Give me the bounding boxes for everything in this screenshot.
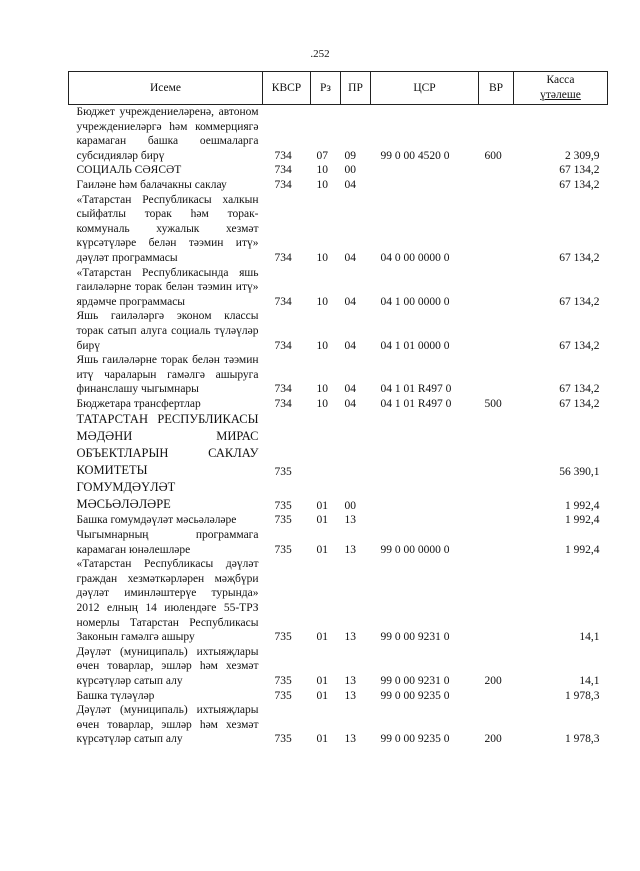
cell-pr xyxy=(341,411,371,479)
cell-kassa: 2 309,9 xyxy=(565,149,600,162)
cell-kassa: 1 992,4 xyxy=(565,499,600,512)
cell-vr xyxy=(479,528,514,557)
cell-vr xyxy=(479,557,514,645)
cell-pr: 13 xyxy=(344,543,356,556)
cell-kassa: 1 978,3 xyxy=(565,689,600,702)
cell-kassa: 67 134,2 xyxy=(559,397,600,410)
cell-kvsr: 735 xyxy=(274,543,292,556)
cell-kvsr: 734 xyxy=(274,251,292,264)
table-row xyxy=(69,689,608,704)
cell-name: Бюджет учреждениеләренә, автоном учреждениеләргә һәм коммерциягә карамаган башка оешмаларга субсидияләр бирү xyxy=(76,106,259,162)
cell-name: Бюджетара трансфертлар xyxy=(76,397,201,410)
cell-name: «Татарстан Республикасы дәүләт граждан хезмәткәрләрен мәҗбүри дәүләт иминләштерүе турында» 2012 елның 14 июлендәге 55-ТРЗ номерлы Татарстан Республикасы Законын гамәлгә ашыру xyxy=(76,558,259,644)
cell-vr xyxy=(479,689,514,704)
cell-kvsr: 734 xyxy=(274,164,292,177)
cell-pr: 00 xyxy=(344,499,356,512)
cell-kassa: 1 992,4 xyxy=(565,514,600,527)
cell-kvsr: 734 xyxy=(274,295,292,308)
cell-kassa: 67 134,2 xyxy=(559,178,600,191)
cell-pr: 13 xyxy=(344,631,356,644)
table-row xyxy=(69,645,608,689)
table-row xyxy=(69,703,608,747)
cell-pr: 04 xyxy=(344,251,356,264)
cell-kvsr: 735 xyxy=(274,733,292,746)
cell-pr: 13 xyxy=(344,514,356,527)
cell-vr: 200 xyxy=(484,675,502,687)
cell-kassa: 14,1 xyxy=(579,631,600,644)
cell-rz: 01 xyxy=(316,514,328,527)
header-rz: Рз xyxy=(311,72,341,105)
cell-vr xyxy=(479,178,514,193)
header-kassa-line1: Касса xyxy=(546,74,575,87)
cell-vr xyxy=(479,309,514,353)
cell-vr xyxy=(479,193,514,266)
cell-vr: 200 xyxy=(484,733,502,746)
cell-rz: 10 xyxy=(316,178,328,191)
table-row xyxy=(69,266,608,310)
cell-name: «Татарстан Республикасында яшь гаиләләрне торак белән тәэмин итү» ярдәмче программасы xyxy=(76,266,259,308)
table-row xyxy=(69,528,608,557)
cell-kvsr: 734 xyxy=(274,397,292,410)
cell-pr: 04 xyxy=(344,383,356,396)
cell-csr: 04 1 01 0000 0 xyxy=(380,339,450,352)
cell-name: Чыгымнарның программага карамаган юнәлешләре xyxy=(76,529,259,556)
cell-csr: 04 1 01 R497 0 xyxy=(380,383,452,396)
cell-name: Дәүләт (муниципаль) ихтыяҗлары өчен товарлар, эшләр һәм хезмәт күрсәтүләр сатып алу xyxy=(76,645,259,687)
cell-kassa: 56 390,1 xyxy=(559,465,600,478)
cell-csr: 99 0 00 9235 0 xyxy=(380,733,450,746)
cell-kassa: 14,1 xyxy=(579,675,600,687)
cell-name: Яшь гаиләләргә эконом классы торак сатып алуга социаль түләүләр бирү xyxy=(76,310,259,352)
cell-rz: 10 xyxy=(316,251,328,264)
cell-kvsr: 735 xyxy=(274,465,292,478)
header-name: Исеме xyxy=(69,72,263,105)
table-row xyxy=(69,353,608,397)
budget-table xyxy=(68,71,608,747)
cell-kassa: 67 134,2 xyxy=(559,339,600,352)
cell-rz: 01 xyxy=(316,543,328,556)
cell-name: Гаиләне һәм балачакны саклау xyxy=(76,178,227,191)
cell-kvsr: 735 xyxy=(274,689,292,702)
header-vr: ВР xyxy=(479,72,514,105)
cell-csr xyxy=(371,411,479,479)
cell-kassa: 1 978,3 xyxy=(565,733,600,746)
cell-pr: 04 xyxy=(344,339,356,352)
cell-csr: 99 0 00 9231 0 xyxy=(380,631,450,644)
table-row xyxy=(69,479,608,513)
cell-csr: 04 0 00 0000 0 xyxy=(380,251,450,264)
cell-rz xyxy=(311,411,341,479)
cell-pr: 04 xyxy=(344,397,356,410)
cell-kvsr: 735 xyxy=(274,514,292,527)
table-row xyxy=(69,105,608,164)
cell-vr xyxy=(479,353,514,397)
cell-rz: 10 xyxy=(316,383,328,396)
table-row xyxy=(69,557,608,645)
cell-name: «Татарстан Республикасы халкын сыйфатлы торак һәм торак-коммуналь хужалык хезмәт күрсәтүләре белән тәэмин итү» дәүләт программасы xyxy=(76,193,259,264)
header-kassa xyxy=(514,72,608,105)
page-number: .252 xyxy=(310,48,330,60)
cell-name: Башка гомумдәүләт мәсьәләләре xyxy=(76,514,237,527)
cell-vr xyxy=(479,266,514,310)
table-row xyxy=(69,397,608,412)
table-row xyxy=(69,513,608,528)
header-kvsr: КВСР xyxy=(263,72,311,105)
cell-rz: 10 xyxy=(316,397,328,410)
cell-csr: 99 0 00 9231 0 xyxy=(380,675,450,687)
cell-pr: 13 xyxy=(344,689,356,702)
header-kassa-line2: үтәлеше xyxy=(540,89,581,101)
cell-rz: 01 xyxy=(316,689,328,702)
cell-kvsr: 734 xyxy=(274,339,292,352)
cell-pr: 09 xyxy=(344,149,356,162)
cell-rz: 01 xyxy=(316,675,328,687)
cell-kvsr: 735 xyxy=(274,499,292,512)
cell-name: СОЦИАЛЬ СӘЯСӘТ xyxy=(76,164,182,177)
cell-pr: 04 xyxy=(344,295,356,308)
cell-kvsr: 735 xyxy=(274,675,292,687)
cell-csr: 99 0 00 0000 0 xyxy=(380,543,450,556)
header-pr: ПР xyxy=(341,72,371,105)
cell-csr xyxy=(371,163,479,178)
table-row xyxy=(69,178,608,193)
cell-rz: 07 xyxy=(316,149,328,162)
cell-kvsr: 734 xyxy=(274,178,292,191)
cell-rz: 01 xyxy=(316,733,328,746)
cell-csr: 04 1 00 0000 0 xyxy=(380,295,450,308)
cell-rz: 01 xyxy=(316,631,328,644)
cell-csr xyxy=(371,513,479,528)
cell-pr: 00 xyxy=(344,164,356,177)
table-row xyxy=(69,411,608,479)
header-csr: ЦСР xyxy=(371,72,479,105)
cell-rz: 01 xyxy=(316,499,328,512)
cell-vr: 600 xyxy=(484,149,502,162)
cell-csr xyxy=(371,479,479,513)
table-header-row xyxy=(69,72,608,105)
cell-name: Яшь гаиләләрне торак белән тәэмин итү чараларын гамәлгә ашыруга финанслашу чыгымнары xyxy=(76,354,259,396)
table-row xyxy=(69,309,608,353)
cell-vr xyxy=(479,163,514,178)
cell-name: ТАТАРСТАН РЕСПУБЛИКАСЫ МӘДӘНИ МИРАС ОБЪЕКТЛАРЫН САКЛАУ КОМИТЕТЫ xyxy=(76,412,259,478)
cell-csr: 99 0 00 9235 0 xyxy=(380,689,450,702)
cell-kvsr: 735 xyxy=(274,631,292,644)
cell-kassa: 1 992,4 xyxy=(565,543,600,556)
cell-kassa: 67 134,2 xyxy=(559,251,600,264)
cell-rz: 10 xyxy=(316,295,328,308)
cell-vr xyxy=(479,513,514,528)
cell-kassa: 67 134,2 xyxy=(559,383,600,396)
cell-kassa: 67 134,2 xyxy=(559,295,600,308)
cell-pr: 13 xyxy=(344,733,356,746)
cell-kassa: 67 134,2 xyxy=(559,164,600,177)
cell-rz: 10 xyxy=(316,339,328,352)
cell-kvsr: 734 xyxy=(274,149,292,162)
cell-kvsr: 734 xyxy=(274,383,292,396)
table-row xyxy=(69,193,608,266)
cell-vr xyxy=(479,479,514,513)
cell-name: ГОМУМДӘҮЛӘТ МӘСЬӘЛӘЛӘРЕ xyxy=(76,480,176,512)
cell-name: Башка түләүләр xyxy=(76,689,155,702)
cell-rz: 10 xyxy=(316,164,328,177)
cell-vr: 500 xyxy=(484,397,502,410)
cell-csr xyxy=(371,178,479,193)
cell-name: Дәүләт (муниципаль) ихтыяҗлары өчен товарлар, эшләр һәм хезмәт күрсәтүләр сатып алу xyxy=(76,704,259,746)
cell-csr: 99 0 00 4520 0 xyxy=(380,149,450,162)
cell-vr xyxy=(479,411,514,479)
cell-csr: 04 1 01 R497 0 xyxy=(380,397,452,410)
cell-pr: 13 xyxy=(344,675,356,687)
cell-pr: 04 xyxy=(344,178,356,191)
table-row xyxy=(69,163,608,178)
